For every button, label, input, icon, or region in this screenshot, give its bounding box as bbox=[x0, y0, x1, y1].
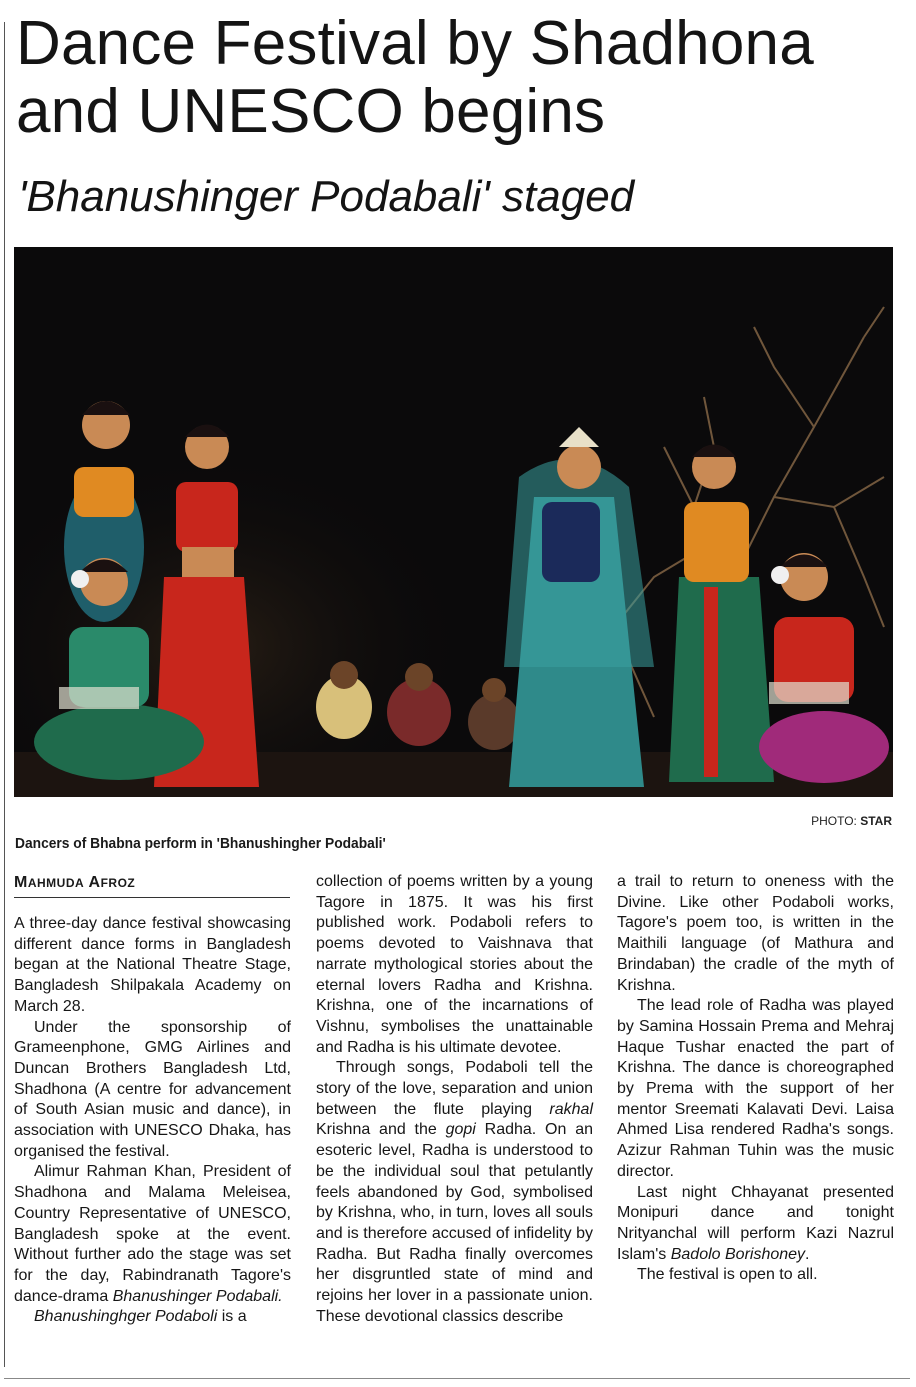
paragraph: Last night Chhayanat presented Monipuri dance and tonight Nrityanchal will perform Kazi Nazrul Islam's Badolo Borishoney. bbox=[617, 1183, 894, 1263]
left-column-rule bbox=[4, 22, 5, 1367]
paragraph: Under the sponsorship of Grameenphone, GMG Airlines and Duncan Brothers Bangladesh Ltd, Shadhona (A centre for advancement of South Asian music and dance), in association with UNESCO Dhaka, has organised the festival. bbox=[14, 1018, 291, 1160]
paragraph: collection of poems written by a young Tagore in 1875. It was his first published work. Podaboli refers to poems devoted to Vaishnava that narrate mythological stories about the eternal lovers Radha and Krishna. Krishna, one of the incarnations of Vishnu, symbolises the unattainable and Radha is his ultimate devotee. bbox=[316, 873, 593, 1056]
paragraph: The lead role of Radha was played by Samina Hossain Prema and Mehraj Haque Tushar enacted the part of Krishna. The dance is choreographed by Prema with the support of her mentor Sreemati Kalavati Devi. Laisa Ahmed Lisa rendered Radha's songs. Azizur Rahman Tuhin was the music director. bbox=[617, 997, 894, 1180]
dance-performance-photo bbox=[14, 247, 893, 797]
photo-caption: Dancers of Bhabna perform in 'Bhanushingher Podabali' bbox=[15, 835, 386, 852]
article-subheadline: 'Bhanushinger Podabali' staged bbox=[18, 172, 635, 221]
paragraph: a trail to return to oneness with the Divine. Like other Podaboli works, Tagore's poem too, is written in the Maithili language (of Mathura and Brindaban) the cradle of the myth of Krishna. bbox=[617, 873, 894, 994]
paragraph: Bhanushinghger Podaboli is a bbox=[34, 1308, 247, 1326]
paragraph: A three-day dance festival showcasing different dance forms in Bangladesh began at the National Theatre Stage, Bangladesh Shilpakala Academy on March 28. bbox=[14, 915, 291, 1015]
paragraph: Through songs, Podaboli tell the story of the love, separation and union between the flute playing rakhal Krishna and the gopi Radha. On an esoteric level, Radha is understood to be the individual soul that petulantly feels abandoned by God, symbolised by Krishna, who, in turn, loves all souls and is therefore accused of infidelity by Radha. But Radha finally overcomes her disgruntled state of mind and rejoins her lover in a passionate union. These devotional classics describe bbox=[316, 1059, 593, 1325]
paragraph: Alimur Rahman Khan, President of Shadhona and Malama Meleisea, Country Representative of UNESCO, Bangladesh spoke at the event. Without further ado the stage was set for the day, Rabindranath Tagore's dance-drama Bhanushinger Podabali. bbox=[14, 1163, 291, 1305]
photo-credit: PHOTO: STAR bbox=[811, 814, 892, 828]
paragraph: The festival is open to all. bbox=[637, 1266, 818, 1284]
article-column-1 bbox=[14, 914, 291, 1328]
article-column-3 bbox=[617, 872, 894, 1286]
article-headline: Dance Festival by Shadhona and UNESCO begins bbox=[16, 9, 814, 146]
byline: MAHMUDA AFROZ bbox=[14, 874, 290, 898]
article-column-2 bbox=[316, 872, 593, 1327]
bottom-rule bbox=[4, 1378, 910, 1379]
